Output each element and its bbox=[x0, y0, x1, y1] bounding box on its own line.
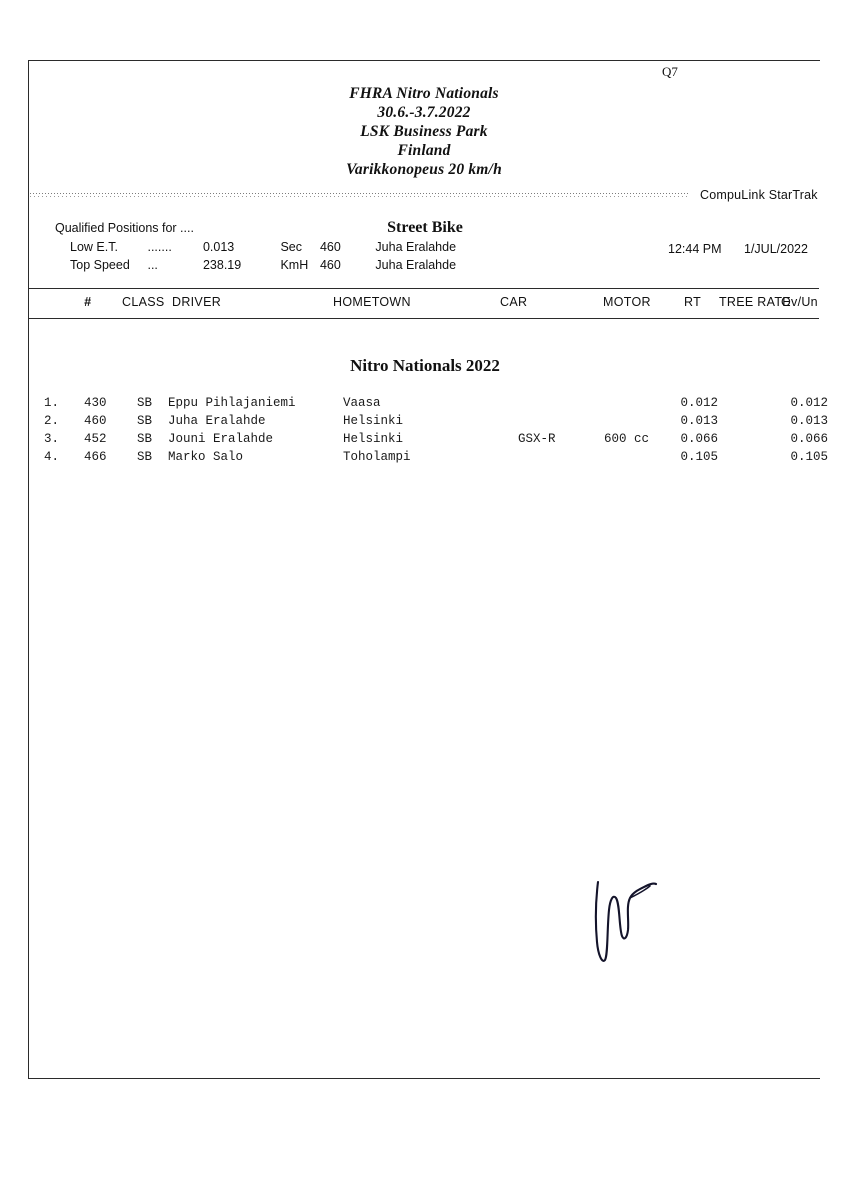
column-header-rt: RT bbox=[684, 295, 702, 309]
row-rt: 0.012 bbox=[680, 396, 718, 410]
table-header-rule-top bbox=[29, 288, 819, 289]
top-speed-dots: ... bbox=[147, 258, 158, 272]
low-et-dots: ....... bbox=[147, 240, 172, 254]
page-border-top bbox=[28, 60, 820, 61]
table-row bbox=[0, 414, 848, 432]
row-rt: 0.066 bbox=[680, 432, 718, 446]
event-line-3: LSK Business Park bbox=[360, 123, 488, 140]
low-et-driver: Juha Eralahde bbox=[375, 240, 457, 254]
row-hometown: Helsinki bbox=[343, 432, 404, 446]
row-motor: 600 cc bbox=[604, 432, 650, 446]
row-ov-un: 0.013 bbox=[790, 414, 828, 428]
row-class: SB bbox=[137, 432, 153, 446]
row-hometown: Toholampi bbox=[343, 450, 411, 464]
top-speed-label: Top Speed bbox=[70, 258, 130, 272]
row-position: 3. bbox=[44, 432, 60, 446]
top-speed-driver: Juha Eralahde bbox=[375, 258, 457, 272]
low-et-value: 0.013 bbox=[202, 240, 235, 254]
low-et-number: 460 bbox=[319, 240, 341, 254]
row-class: SB bbox=[137, 396, 153, 410]
page-code: Q7 bbox=[662, 64, 678, 79]
row-ov-un: 0.012 bbox=[790, 396, 828, 410]
low-et-label: Low E.T. bbox=[70, 240, 118, 254]
dotted-separator-secondary bbox=[30, 196, 690, 197]
top-speed-number: 460 bbox=[319, 258, 341, 272]
top-speed-unit: KmH bbox=[280, 258, 309, 272]
page-border-bottom bbox=[28, 1078, 820, 1079]
column-header-tree-rate: TREE RATE bbox=[719, 295, 791, 309]
row-driver: Juha Eralahde bbox=[168, 414, 266, 428]
table-row bbox=[0, 432, 848, 450]
row-position: 1. bbox=[44, 396, 60, 410]
top-speed-value: 238.19 bbox=[202, 258, 242, 272]
report-date: 1/JUL/2022 bbox=[744, 242, 808, 256]
column-header-motor: MOTOR bbox=[603, 295, 651, 309]
meet-title: Nitro Nationals 2022 bbox=[350, 356, 500, 375]
event-line-5: Varikkonopeus 20 km/h bbox=[346, 161, 502, 178]
row-rt: 0.105 bbox=[680, 450, 718, 464]
table-row bbox=[0, 396, 848, 414]
row-ov-un: 0.105 bbox=[790, 450, 828, 464]
column-header-class: CLASS bbox=[122, 295, 165, 309]
column-header-hometown: HOMETOWN bbox=[333, 295, 411, 309]
row-hometown: Vaasa bbox=[343, 396, 381, 410]
top-speed-row bbox=[70, 258, 456, 272]
event-line-1: FHRA Nitro Nationals bbox=[349, 85, 499, 102]
event-line-2: 30.6.-3.7.2022 bbox=[377, 104, 471, 121]
row-class: SB bbox=[137, 414, 153, 428]
table-header-rule-bottom bbox=[29, 318, 819, 319]
row-car: GSX-R bbox=[518, 432, 556, 446]
row-driver: Jouni Eralahde bbox=[168, 432, 274, 446]
row-number: 452 bbox=[84, 432, 107, 446]
row-position: 2. bbox=[44, 414, 60, 428]
column-header-driver: DRIVER bbox=[172, 295, 222, 309]
row-driver: Marko Salo bbox=[168, 450, 244, 464]
column-header-number: # bbox=[84, 295, 92, 309]
handwritten-signature bbox=[592, 880, 662, 970]
report-time: 12:44 PM bbox=[668, 242, 722, 256]
low-et-unit: Sec bbox=[280, 240, 302, 254]
low-et-row bbox=[70, 240, 456, 254]
column-header-car: CAR bbox=[500, 295, 528, 309]
row-number: 430 bbox=[84, 396, 107, 410]
class-title: Street Bike bbox=[387, 219, 463, 236]
qualified-positions-heading: Qualified Positions for .... bbox=[55, 221, 194, 235]
page-border-left bbox=[28, 60, 29, 1078]
row-driver: Eppu Pihlajaniemi bbox=[168, 396, 296, 410]
column-header-ov-un: Ov/Un bbox=[781, 295, 818, 309]
row-ov-un: 0.066 bbox=[790, 432, 828, 446]
row-rt: 0.013 bbox=[680, 414, 718, 428]
row-class: SB bbox=[137, 450, 153, 464]
row-number: 466 bbox=[84, 450, 107, 464]
event-header bbox=[150, 84, 698, 179]
event-line-4: Finland bbox=[397, 142, 451, 159]
timing-system-label: CompuLink StarTrak bbox=[700, 188, 818, 202]
results-table bbox=[0, 396, 848, 468]
row-hometown: Helsinki bbox=[343, 414, 404, 428]
table-row bbox=[0, 450, 848, 468]
row-number: 460 bbox=[84, 414, 107, 428]
row-position: 4. bbox=[44, 450, 60, 464]
